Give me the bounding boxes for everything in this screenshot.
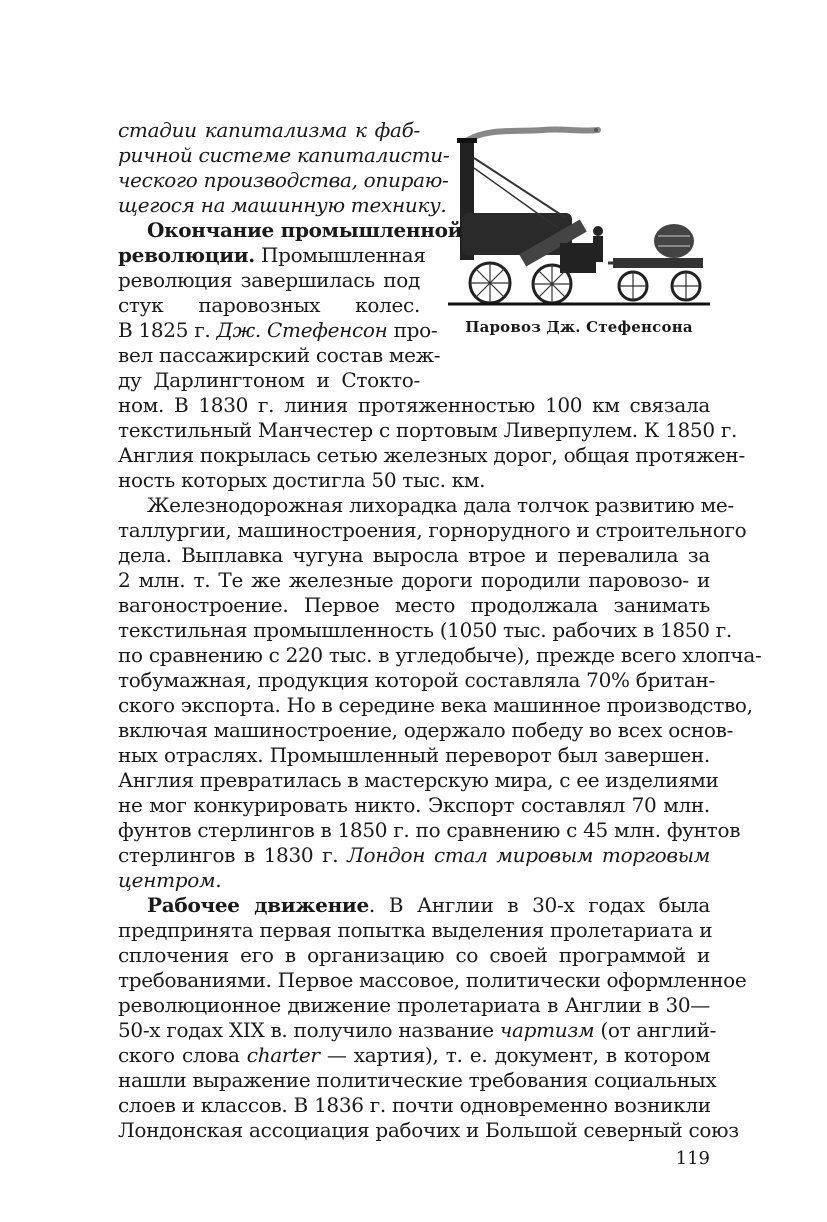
text-line [118, 268, 420, 293]
text-segment: чартизм [499, 1018, 595, 1042]
text-line [118, 793, 710, 818]
text-line [118, 143, 450, 168]
locomotive-illustration [448, 118, 710, 314]
text-segment: текстильный Манчестер с портовым Ливерпулем. К 1850 г. [118, 418, 738, 442]
text-segment: стадии капитализма к фаб- [118, 118, 420, 142]
text-segment: . В Англии в 30-х годах была [368, 893, 711, 917]
text-segment: ского экспорта. Но в середине века машинное производство, [118, 693, 753, 717]
text-line [118, 368, 420, 393]
text-line [118, 818, 741, 843]
text-line [118, 768, 719, 793]
text-line [118, 718, 734, 743]
text-line [118, 693, 753, 718]
text-segment: Железнодорожная лихорадка дала толчок развитию ме- [147, 493, 734, 517]
text-line [118, 1018, 717, 1043]
text-segment: Дж. Стефенсон [216, 318, 388, 342]
text-line [147, 493, 734, 518]
text-line [118, 418, 738, 443]
text-line [118, 1043, 710, 1068]
text-line [118, 868, 710, 893]
text-segment: ных отраслях. Промышленный переворот был завершен. [118, 743, 710, 767]
text-line [118, 968, 747, 993]
text-line [118, 243, 426, 268]
text-segment: тобумажная, продукция которой составляла 70% британ- [118, 668, 715, 692]
text-line [118, 918, 713, 943]
text-segment: 2 млн. т. Те же железные дороги породили паровозо- и [118, 568, 710, 592]
text-segment: революционное движение пролетариата в Англии в 30— [118, 993, 710, 1017]
text-segment: Лондон стал мировым торговым [347, 843, 710, 867]
text-line [118, 668, 715, 693]
text-line [118, 843, 710, 868]
text-line [118, 943, 710, 968]
text-segment: щегося на машинную технику. [118, 193, 447, 217]
text-line [118, 293, 420, 318]
text-line [118, 1093, 710, 1118]
text-line [118, 118, 420, 143]
text-segment: ричной системе капиталисти- [118, 143, 450, 167]
text-line [118, 743, 710, 768]
text-segment: центром. [118, 868, 222, 892]
text-segment: Англия покрылась сетью железных дорог, общая протяжен- [118, 443, 745, 467]
text-segment: ского слова [118, 1043, 247, 1067]
text-segment: революция завершилась под [118, 268, 420, 292]
text-line [118, 993, 710, 1018]
text-line [118, 618, 732, 643]
text-segment: стерлингов в 1830 г. [118, 843, 348, 867]
text-segment: нашли выражение политические требования социальных [118, 1068, 717, 1092]
text-segment: дела. Выплавка чугуна выросла втрое и перевалила за [118, 543, 710, 567]
text-segment: включая машиностроение, одержало победу во всех основ- [118, 718, 734, 742]
text-segment: — хартия), т. е. документ, в котором [319, 1043, 710, 1067]
text-segment: ном. В 1830 г. линия протяженностью 100 км связала [118, 393, 710, 417]
text-segment: текстильная промышленность (1050 тыс. рабочих в 1850 г. [118, 618, 732, 642]
text-line [118, 543, 710, 568]
text-line [118, 1068, 717, 1093]
text-segment: Окончание промышленной [147, 218, 463, 242]
text-line [118, 168, 449, 193]
text-line [118, 568, 710, 593]
text-line [118, 643, 762, 668]
text-segment: ность которых достигла 50 тыс. км. [118, 468, 486, 492]
text-segment: (от англий- [594, 1018, 717, 1042]
text-segment: не мог конкурировать никто. Экспорт составлял 70 млн. [118, 793, 710, 817]
text-line [147, 218, 463, 243]
text-segment: вел пассажирский состав меж- [118, 343, 441, 367]
text-line [118, 468, 710, 493]
text-segment: Англия превратилась в мастерскую мира, с ее изделиями [118, 768, 719, 792]
text-segment: революции. [118, 243, 255, 267]
text-line [118, 318, 438, 343]
text-segment: таллургии, машиностроения, горнорудного и строительного [118, 518, 747, 542]
text-segment: фунтов стерлингов в 1850 г. по сравнению с 45 млн. фунтов [118, 818, 741, 842]
text-segment: charter [246, 1043, 320, 1067]
text-segment: предпринята первая попытка выделения пролетариата и [118, 918, 713, 942]
page-number: 119 [675, 1148, 710, 1169]
text-segment: ческого производства, опираю- [118, 168, 449, 192]
text-segment: про- [387, 318, 438, 342]
text-segment: вагоностроение. Первое место продолжала занимать [118, 593, 710, 617]
text-line [118, 193, 447, 218]
text-line [118, 443, 745, 468]
text-line [118, 343, 441, 368]
figure-caption: Паровоз Дж. Стефенсона [465, 318, 693, 336]
text-line [118, 518, 747, 543]
text-segment: Промышленная [254, 243, 426, 267]
text-line [118, 593, 710, 618]
text-segment: слоев и классов. В 1836 г. почти одновременно возникли [118, 1093, 711, 1117]
text-segment: ду Дарлингтоном и Стоктo- [118, 368, 420, 392]
text-segment: Рабочее движение [147, 893, 369, 917]
text-segment: В 1825 г. [118, 318, 217, 342]
text-segment: стук паровозных колес. [118, 293, 420, 317]
text-line [147, 893, 710, 918]
text-segment: Лондонская ассоциация рабочих и Большой северный союз [118, 1118, 739, 1142]
text-segment: по сравнению с 220 тыс. в угледобыче), прежде всего хлопча- [118, 643, 762, 667]
text-segment: требованиями. Первое массовое, политически оформленное [118, 968, 747, 992]
text-segment: сплочения его в организацию со своей программой и [118, 943, 710, 967]
text-line [118, 1118, 739, 1143]
text-segment: 50-х годах XIX в. получило название [118, 1018, 500, 1042]
text-line [118, 393, 710, 418]
